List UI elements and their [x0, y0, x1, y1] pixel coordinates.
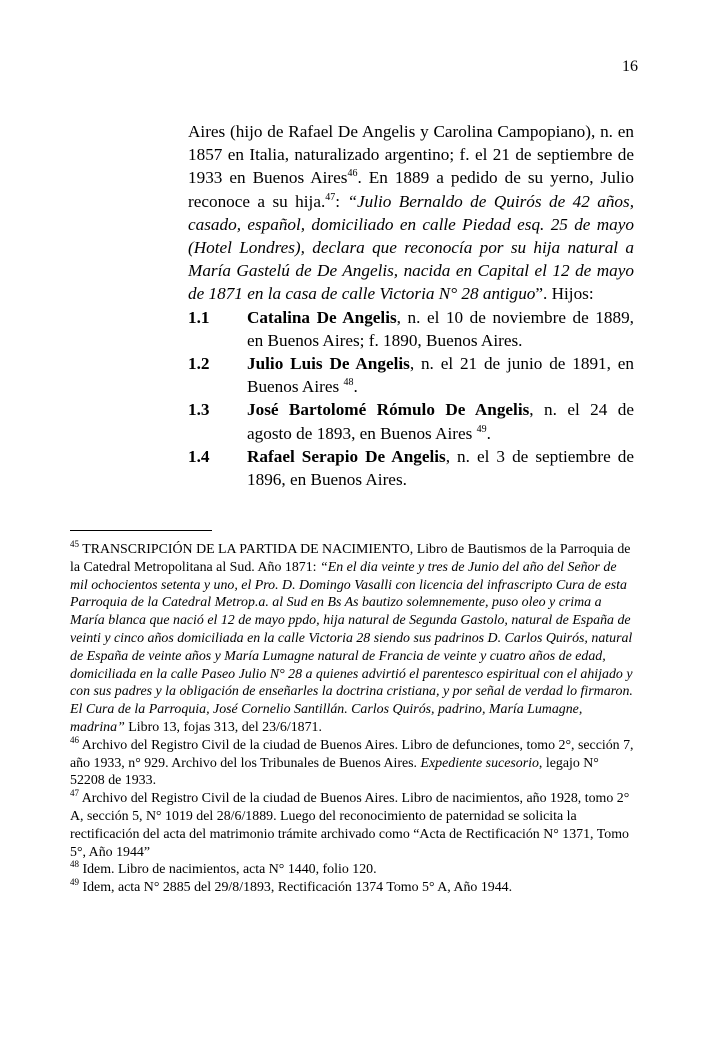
child-name: José Bartolomé Rómulo De Angelis — [247, 400, 530, 420]
page-number: 16 — [622, 58, 638, 75]
child-name: Julio Luis De Angelis — [247, 354, 410, 374]
footnote-number: 49 — [70, 877, 79, 888]
child-item-1 — [188, 306, 634, 352]
footnote-text: Archivo del Registro Civil de la ciudad de Buenos Aires. Libro de defunciones, tomo 2°, sección 7, año 1933, n° 929. Archivo del los Tribunales de Buenos Aires. — [70, 737, 634, 771]
footnote-ref-46[interactable]: 46 — [347, 168, 358, 180]
child-item-2 — [188, 352, 634, 398]
footnotes — [70, 541, 636, 897]
child-number: 1.4 — [188, 446, 210, 466]
child-number: 1.2 — [188, 354, 210, 374]
child-number: 1.1 — [188, 307, 210, 327]
footnote-47 — [70, 790, 636, 861]
child-details: , n. el 24 de agosto de 1893, en Buenos Aires — [247, 400, 634, 443]
child-details: , n. el 21 de junio de 1891, en Buenos Aires — [247, 354, 634, 397]
intro-end: ”. Hijos: — [535, 284, 594, 304]
intro-text-2: . En 1889 a pedido de su yerno, Julio reconoce a su hija. — [188, 168, 634, 211]
footnote-text: TRANSCRIPCIÓN DE LA PARTIDA DE NACIMIENTO, Libro de Bautismos de la Parroquia de la Catedral Metropolitana al Sud. Año 1871: — [70, 542, 631, 575]
footnote-49 — [70, 879, 636, 897]
footnote-48 — [70, 861, 636, 879]
footnote-italic: Expediente sucesorio — [420, 755, 539, 771]
child-details-end: . — [353, 377, 358, 397]
recognition-quote: “Julio Bernaldo de Quirós de 42 años, casado, español, domiciliado en calle Piedad esq. 25 de mayo (Hotel Londres), declara que reconocía por su hija natural a María Gastelú de De Angelis, nacida en Capital el 12 de mayo de 1871 en la casa de calle Victoria N° 28 antiguo — [188, 191, 634, 304]
child-name: Catalina De Angelis — [247, 307, 397, 327]
main-text — [188, 120, 634, 491]
child-details-end: . — [486, 423, 491, 443]
child-item-3 — [188, 398, 634, 444]
child-number: 1.3 — [188, 400, 210, 420]
intro-colon: : — [335, 191, 348, 211]
footnote-text: Idem. Libro de nacimientos, acta N° 1440, folio 120. — [79, 862, 377, 878]
intro-paragraph — [188, 120, 634, 306]
footnote-text: Idem, acta N° 2885 del 29/8/1893, Rectificación 1374 Tomo 5° A, Año 1944. — [79, 880, 513, 896]
footnote-ref-48[interactable]: 48 — [343, 377, 354, 389]
footnote-tail: Libro 13, fojas 313, del 23/6/1871. — [124, 719, 322, 735]
child-details: , n. el 10 de noviembre de 1889, en Buenos Aires; f. 1890, Buenos Aires. — [247, 307, 634, 350]
intro-text: Aires (hijo de Rafael De Angelis y Carolina Campopiano), n. en 1857 en Italia, naturalizado argentino; f. el 21 de septiembre de 1933 en Buenos Aires — [188, 122, 634, 188]
footnote-number: 47 — [70, 788, 79, 799]
child-item-4 — [188, 445, 634, 491]
footnote-45 — [70, 541, 636, 737]
footnote-text: Archivo del Registro Civil de la ciudad de Buenos Aires. Libro de nacimientos, año 1928, tomo 2° A, sección 5, N° 1019 del 28/6/1889. Luego del reconocimiento de paternidad se solicita la rectificación del acta del matrimonio trámite archivado como “Acta de Rectificación N° 1371, Tomo 5°, Año 1944” — [70, 791, 630, 860]
child-name: Rafael Serapio De Angelis — [247, 446, 446, 466]
child-details: , n. el 3 de septiembre de 1896, en Buenos Aires. — [247, 446, 634, 490]
footnote-number: 46 — [70, 734, 79, 745]
footnote-ref-47[interactable]: 47 — [325, 191, 336, 203]
footnote-tail: , legajo N° 52208 de 1933. — [70, 755, 599, 789]
footnote-46 — [70, 734, 636, 790]
footnote-number: 48 — [70, 859, 79, 870]
baptism-quote: “En el dia veinte y tres de Junio del año del Señor de mil ochocientos setenta y uno, el Pro. D. Domingo Vasalli con licencia del infrascripto Cura de esta Parroquia de la Catedral Metrop.a. al Sud en Bs As bautizo solemnemente, puso oleo y crima a María blanca que nació el 12 de mayo ppdo, hija natural de Segunda Gastolo, natural de España de veinti y cinco años domiciliada en la calle Victoria 28 siendo sus padrinos D. Carlos Quirós, natural de España de veinte años y María Lumagne natural de Francia de veinte y cuatro años de edad, domiciliada en la calle Paseo Julio N° 28 a quienes advirtió el parentesco espiritual con el ahijado y con sus padres y la obligación de enseñarles la doctrina cristiana, y por señal de verdad lo firmaron. El Cura de la Parroquia, José Cornelio Santillán. Carlos Quirós, padrino, María Lumagne, madrina” — [70, 559, 633, 735]
footnote-separator — [70, 530, 212, 531]
footnote-ref-49[interactable]: 49 — [476, 423, 487, 435]
footnote-number: 45 — [70, 539, 79, 549]
